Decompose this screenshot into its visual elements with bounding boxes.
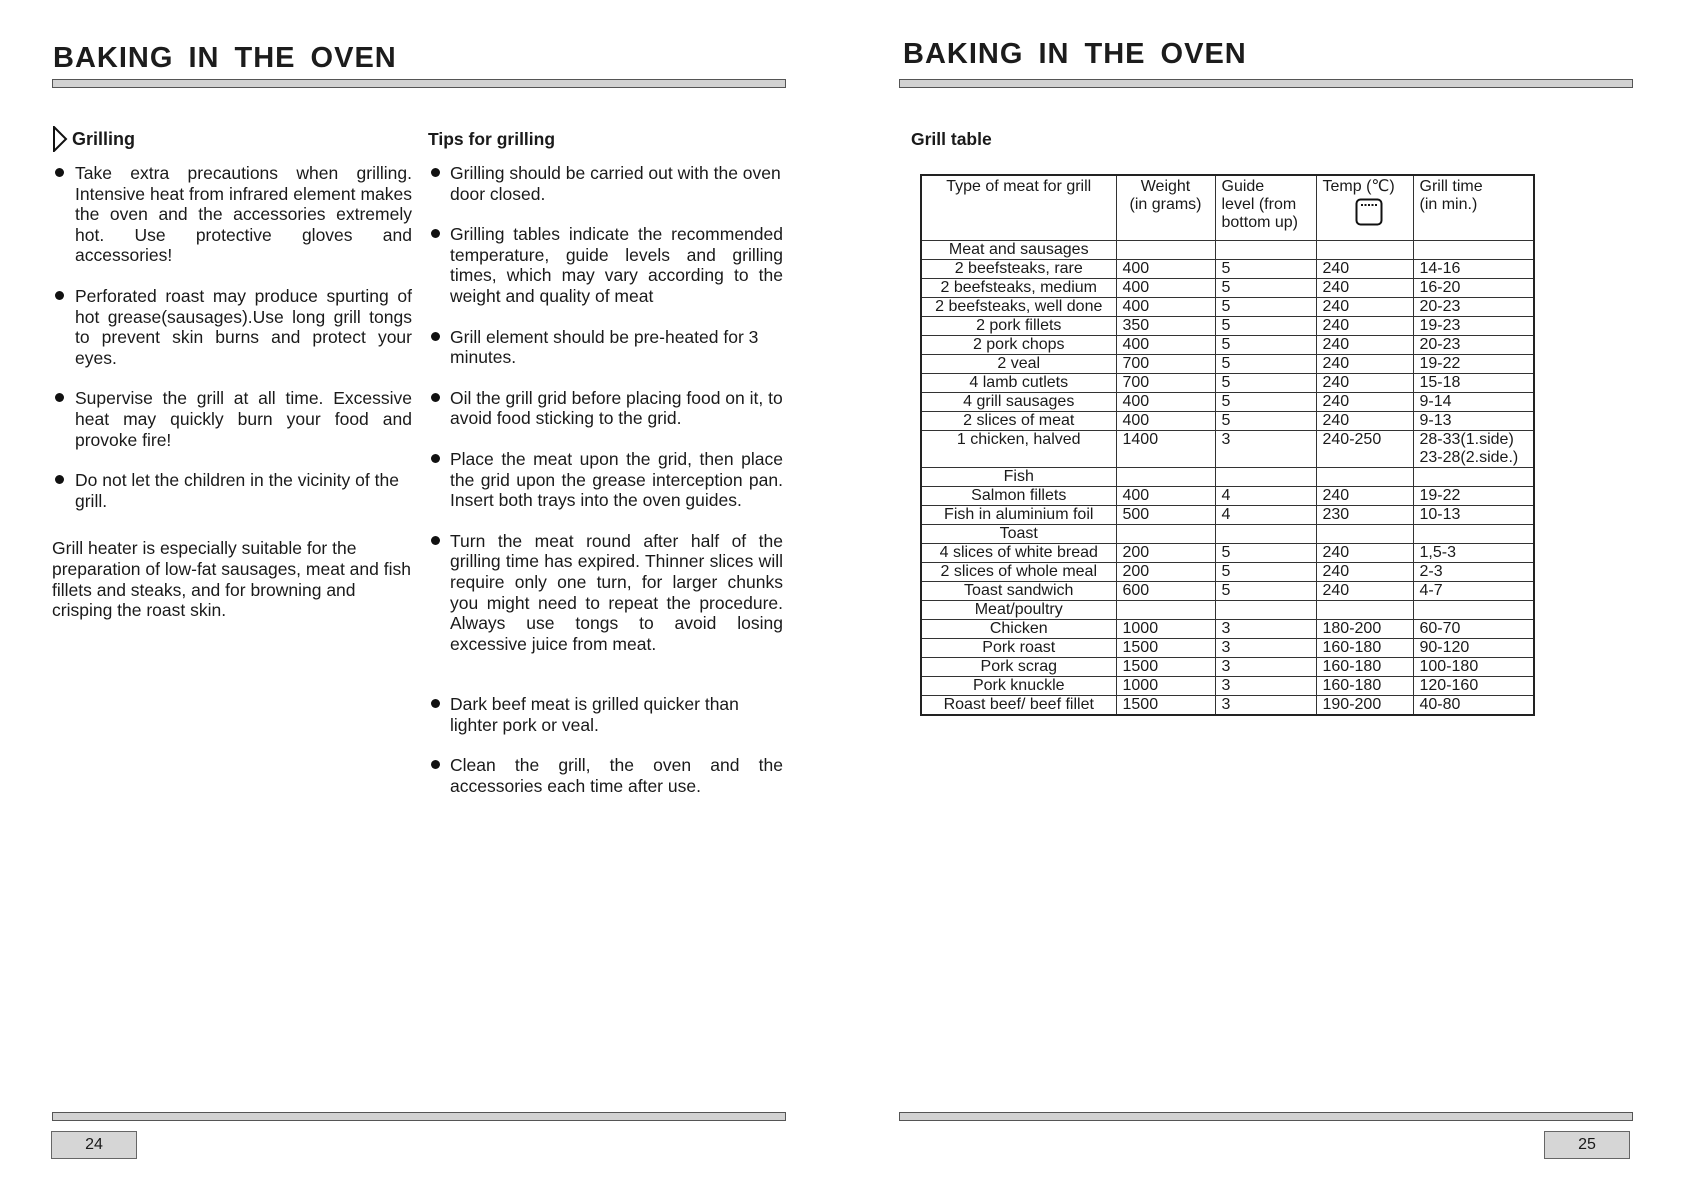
table-row xyxy=(921,657,1534,676)
grill-table-body xyxy=(921,240,1534,715)
cell-temp: 180-200 xyxy=(1316,619,1413,638)
cell-grill-time: 10-13 xyxy=(1413,505,1534,524)
cell-guide-level: 3 xyxy=(1215,657,1316,676)
table-category-row xyxy=(921,524,1534,543)
empty-cell xyxy=(1215,524,1316,543)
grilling-list xyxy=(52,163,412,511)
header-guide-level: Guide level (from bottom up) xyxy=(1215,175,1316,240)
cell-weight: 1000 xyxy=(1116,619,1215,638)
cell-weight: 1500 xyxy=(1116,695,1215,715)
table-row xyxy=(921,259,1534,278)
grill-oven-icon xyxy=(1355,198,1383,226)
cell-weight: 400 xyxy=(1116,278,1215,297)
cell-guide-level: 3 xyxy=(1215,676,1316,695)
cell-temp: 240 xyxy=(1316,392,1413,411)
cell-guide-level: 4 xyxy=(1215,486,1316,505)
cell-type: 1 chicken, halved xyxy=(921,430,1116,467)
cell-grill-time: 90-120 xyxy=(1413,638,1534,657)
category-label: Fish xyxy=(921,467,1116,486)
cell-type: Salmon fillets xyxy=(921,486,1116,505)
cell-grill-time: 1,5-3 xyxy=(1413,543,1534,562)
cell-type: 4 lamb cutlets xyxy=(921,373,1116,392)
cell-guide-level: 5 xyxy=(1215,411,1316,430)
cell-grill-time: 40-80 xyxy=(1413,695,1534,715)
empty-cell xyxy=(1215,240,1316,259)
empty-cell xyxy=(1413,524,1534,543)
cell-grill-time: 19-23 xyxy=(1413,316,1534,335)
cell-type: Chicken xyxy=(921,619,1116,638)
header-rule xyxy=(52,79,786,88)
cell-type: Pork scrag xyxy=(921,657,1116,676)
cell-weight: 400 xyxy=(1116,259,1215,278)
list-item: Oil the grill grid before placing food on it, to avoid food sticking to the grid. xyxy=(428,388,783,429)
cell-temp: 230 xyxy=(1316,505,1413,524)
grilling-column xyxy=(52,124,412,621)
cell-type: 2 pork fillets xyxy=(921,316,1116,335)
cell-type: 4 slices of white bread xyxy=(921,543,1116,562)
list-item: Supervise the grill at all time. Excessive heat may quickly burn your food and provoke fire! xyxy=(52,388,412,450)
header-temp: Temp (℃) xyxy=(1316,175,1413,240)
table-category-row xyxy=(921,600,1534,619)
category-label: Toast xyxy=(921,524,1116,543)
cell-grill-time: 100-180 xyxy=(1413,657,1534,676)
bullet-icon xyxy=(431,536,440,545)
cell-grill-time: 120-160 xyxy=(1413,676,1534,695)
cell-weight: 1500 xyxy=(1116,638,1215,657)
cell-guide-level: 3 xyxy=(1215,619,1316,638)
cell-grill-time: 20-23 xyxy=(1413,335,1534,354)
cell-weight: 1000 xyxy=(1116,676,1215,695)
tips-heading: Tips for grilling xyxy=(428,128,556,149)
cell-guide-level: 5 xyxy=(1215,562,1316,581)
cell-type: 2 beefsteaks, rare xyxy=(921,259,1116,278)
cell-temp: 240 xyxy=(1316,278,1413,297)
cell-weight: 200 xyxy=(1116,562,1215,581)
list-item: Clean the grill, the oven and the accessories each time after use. xyxy=(428,755,783,796)
empty-cell xyxy=(1316,524,1413,543)
tips-column xyxy=(428,124,783,797)
cell-temp: 240 xyxy=(1316,297,1413,316)
cell-type: 2 beefsteaks, medium xyxy=(921,278,1116,297)
cell-temp: 240 xyxy=(1316,581,1413,600)
empty-cell xyxy=(1215,600,1316,619)
cell-grill-time: 9-14 xyxy=(1413,392,1534,411)
empty-cell xyxy=(1316,600,1413,619)
cell-grill-time: 28-33(1.side) 23-28(2.side.) xyxy=(1413,430,1534,467)
page-number: 24 xyxy=(51,1131,137,1159)
bullet-icon xyxy=(431,393,440,402)
list-item: Take extra precautions when grilling. Intensive heat from infrared element makes the oven and the accessories extremely hot. Use protective gloves and accessories! xyxy=(52,163,412,266)
cell-guide-level: 5 xyxy=(1215,373,1316,392)
empty-cell xyxy=(1116,240,1215,259)
list-item: Perforated roast may produce spurting of hot grease(sausages).Use long grill tongs to prevent skin burns and protect your eyes. xyxy=(52,286,412,368)
table-row xyxy=(921,581,1534,600)
cell-guide-level: 5 xyxy=(1215,581,1316,600)
cell-guide-level: 3 xyxy=(1215,430,1316,467)
cell-guide-level: 5 xyxy=(1215,297,1316,316)
table-row xyxy=(921,505,1534,524)
cell-grill-time: 60-70 xyxy=(1413,619,1534,638)
cell-type: Roast beef/ beef fillet xyxy=(921,695,1116,715)
bullet-icon xyxy=(431,699,440,708)
cell-weight: 400 xyxy=(1116,297,1215,316)
list-item: Dark beef meat is grilled quicker than lighter pork or veal. xyxy=(428,694,783,735)
table-row xyxy=(921,676,1534,695)
cell-type: 2 beefsteaks, well done xyxy=(921,297,1116,316)
header-grill-time: Grill time (in min.) xyxy=(1413,175,1534,240)
cell-type: 2 veal xyxy=(921,354,1116,373)
empty-cell xyxy=(1116,600,1215,619)
cell-type: 2 pork chops xyxy=(921,335,1116,354)
cell-temp: 240 xyxy=(1316,335,1413,354)
cell-grill-time: 16-20 xyxy=(1413,278,1534,297)
cell-grill-time: 15-18 xyxy=(1413,373,1534,392)
table-row xyxy=(921,373,1534,392)
cell-grill-time: 4-7 xyxy=(1413,581,1534,600)
table-row xyxy=(921,695,1534,715)
table-row xyxy=(921,278,1534,297)
cell-type: Pork knuckle xyxy=(921,676,1116,695)
cell-temp: 240 xyxy=(1316,486,1413,505)
empty-cell xyxy=(1316,240,1413,259)
bullet-icon xyxy=(55,291,64,300)
table-row xyxy=(921,335,1534,354)
table-category-row xyxy=(921,467,1534,486)
bullet-icon xyxy=(431,168,440,177)
cell-type: Toast sandwich xyxy=(921,581,1116,600)
cell-weight: 700 xyxy=(1116,354,1215,373)
cell-grill-time: 20-23 xyxy=(1413,297,1534,316)
cell-weight: 200 xyxy=(1116,543,1215,562)
page-title: BAKING IN THE OVEN xyxy=(53,42,397,74)
cell-temp: 240 xyxy=(1316,373,1413,392)
empty-cell xyxy=(1413,240,1534,259)
bullet-icon xyxy=(55,475,64,484)
bullet-icon xyxy=(55,168,64,177)
footer-rule xyxy=(52,1112,786,1121)
cell-guide-level: 5 xyxy=(1215,392,1316,411)
bullet-icon xyxy=(55,393,64,402)
cell-guide-level: 4 xyxy=(1215,505,1316,524)
tips-list xyxy=(428,163,783,797)
cell-temp: 160-180 xyxy=(1316,638,1413,657)
list-item: Do not let the children in the vicinity of the grill. xyxy=(52,470,412,511)
cell-temp: 240 xyxy=(1316,259,1413,278)
grilling-heading-text: Grilling xyxy=(72,128,135,149)
cell-weight: 1400 xyxy=(1116,430,1215,467)
table-row xyxy=(921,543,1534,562)
cell-guide-level: 3 xyxy=(1215,638,1316,657)
cell-guide-level: 5 xyxy=(1215,278,1316,297)
header-rule xyxy=(899,79,1633,88)
grilling-heading xyxy=(52,124,412,154)
cell-type: 2 slices of meat xyxy=(921,411,1116,430)
cell-guide-level: 5 xyxy=(1215,316,1316,335)
header-weight: Weight (in grams) xyxy=(1116,175,1215,240)
cell-temp: 160-180 xyxy=(1316,676,1413,695)
table-row xyxy=(921,430,1534,467)
table-header-row xyxy=(921,175,1534,240)
table-row xyxy=(921,354,1534,373)
cell-grill-time: 19-22 xyxy=(1413,354,1534,373)
list-item: Grilling tables indicate the recommended temperature, guide levels and grilling times, which may vary according to the weight and quality of meat xyxy=(428,224,783,306)
cell-grill-time: 19-22 xyxy=(1413,486,1534,505)
grill-table xyxy=(920,174,1535,716)
list-item: Place the meat upon the grid, then place the grid upon the grease interception pan. Insert both trays into the oven guides. xyxy=(428,449,783,511)
cell-weight: 500 xyxy=(1116,505,1215,524)
empty-cell xyxy=(1116,524,1215,543)
cell-temp: 160-180 xyxy=(1316,657,1413,676)
cell-guide-level: 5 xyxy=(1215,543,1316,562)
grill-heater-paragraph: Grill heater is especially suitable for the preparation of low-fat sausages, meat and fish fillets and steaks, and for browning and crisping the roast skin. xyxy=(52,538,411,621)
empty-cell xyxy=(1316,467,1413,486)
cell-guide-level: 5 xyxy=(1215,259,1316,278)
category-label: Meat and sausages xyxy=(921,240,1116,259)
cell-weight: 350 xyxy=(1116,316,1215,335)
cell-temp: 190-200 xyxy=(1316,695,1413,715)
cell-weight: 700 xyxy=(1116,373,1215,392)
bullet-icon xyxy=(431,454,440,463)
category-label: Meat/poultry xyxy=(921,600,1116,619)
cell-temp: 240-250 xyxy=(1316,430,1413,467)
cell-weight: 400 xyxy=(1116,411,1215,430)
cell-weight: 400 xyxy=(1116,335,1215,354)
empty-cell xyxy=(1116,467,1215,486)
bullet-icon xyxy=(431,229,440,238)
list-item: Grilling should be carried out with the oven door closed. xyxy=(428,163,783,204)
cell-weight: 600 xyxy=(1116,581,1215,600)
cell-grill-time: 9-13 xyxy=(1413,411,1534,430)
table-row xyxy=(921,638,1534,657)
page-number: 25 xyxy=(1544,1131,1630,1159)
cell-temp: 240 xyxy=(1316,562,1413,581)
table-row xyxy=(921,297,1534,316)
table-row xyxy=(921,619,1534,638)
cell-type: 4 grill sausages xyxy=(921,392,1116,411)
cell-type: Fish in aluminium foil xyxy=(921,505,1116,524)
bullet-icon xyxy=(431,760,440,769)
table-row xyxy=(921,392,1534,411)
cell-temp: 240 xyxy=(1316,543,1413,562)
footer-rule xyxy=(899,1112,1633,1121)
cell-weight: 400 xyxy=(1116,486,1215,505)
right-page xyxy=(841,0,1682,1190)
bullet-icon xyxy=(431,332,440,341)
cell-type: Pork roast xyxy=(921,638,1116,657)
table-row xyxy=(921,411,1534,430)
cell-temp: 240 xyxy=(1316,354,1413,373)
grill-table-label: Grill table xyxy=(911,129,992,149)
empty-cell xyxy=(1413,600,1534,619)
list-item: Grill element should be pre-heated for 3 minutes. xyxy=(428,327,783,368)
header-type: Type of meat for grill xyxy=(921,175,1116,240)
cell-temp: 240 xyxy=(1316,411,1413,430)
cell-temp: 240 xyxy=(1316,316,1413,335)
cell-grill-time: 14-16 xyxy=(1413,259,1534,278)
table-row xyxy=(921,316,1534,335)
empty-cell xyxy=(1215,467,1316,486)
cell-guide-level: 3 xyxy=(1215,695,1316,715)
table-row xyxy=(921,562,1534,581)
list-item: Turn the meat round after half of the grilling time has expired. Thinner slices will require only one turn, for larger chunks you might need to repeat the procedure. Always use tongs to avoid losing excessive juice from meat. xyxy=(428,531,783,655)
cell-grill-time: 2-3 xyxy=(1413,562,1534,581)
triangle-marker-icon xyxy=(52,126,68,152)
cell-type: 2 slices of whole meal xyxy=(921,562,1116,581)
cell-guide-level: 5 xyxy=(1215,354,1316,373)
table-row xyxy=(921,486,1534,505)
cell-weight: 400 xyxy=(1116,392,1215,411)
table-category-row xyxy=(921,240,1534,259)
cell-weight: 1500 xyxy=(1116,657,1215,676)
cell-guide-level: 5 xyxy=(1215,335,1316,354)
empty-cell xyxy=(1413,467,1534,486)
page-title: BAKING IN THE OVEN xyxy=(903,38,1247,70)
